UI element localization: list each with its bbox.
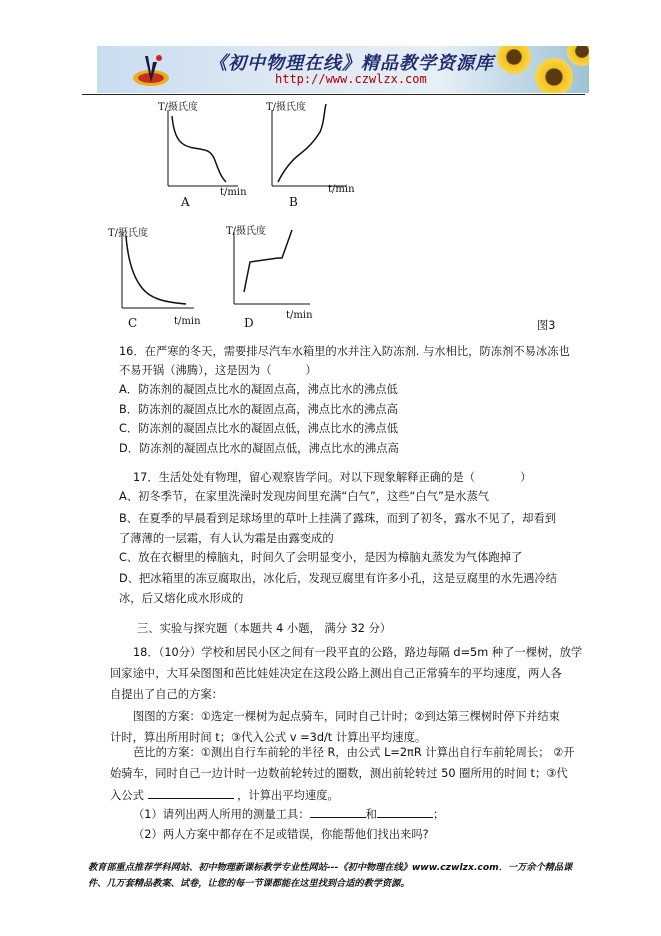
- section-heading: 三、实验与探究题（本题共 4 小题， 满分 32 分）: [137, 622, 392, 635]
- sunflower-icon: [567, 46, 589, 66]
- q18-formula-line: [110, 787, 339, 804]
- graph-letter-b: B: [289, 195, 298, 209]
- y-axis-label: T/摄氏度: [226, 226, 267, 237]
- y-axis-label: T/摄氏度: [158, 102, 199, 113]
- graph-letter-a: A: [181, 195, 190, 209]
- graph-b: [258, 98, 368, 198]
- graph-letter-d: D: [244, 316, 254, 330]
- q17-line: C、放在衣橱里的樟脑丸，时间久了会明显变小，是因为樟脑丸蒸发为气体跑掉了: [119, 551, 523, 564]
- q16-option-c: C．防冻剂的凝固点比水的凝固点低，沸点比水的沸点低: [119, 422, 399, 435]
- banner-title: 《初中物理在线》精品教学资源库: [209, 53, 494, 74]
- q17-line: B、在夏季的早晨看到足球场里的草叶上挂满了露珠，而到了初冬，露水不见了，却看到: [119, 512, 557, 525]
- q17-line: D、把冰箱里的冻豆腐取出，冰化后，发现豆腐里有许多小孔，这是豆腐里的水先遇冷结: [119, 572, 557, 585]
- q16-stem-line2: 不易开锅（沸腾），这是因为（ ）: [119, 364, 317, 377]
- q18-line: 图图的方案：①选定一棵树为起点骑车，同时自己计时；②到达第三棵树时停下并结束: [133, 710, 560, 723]
- y-axis-label: T/摄氏度: [266, 102, 307, 113]
- x-axis-label: t/min: [286, 310, 313, 321]
- formula-blank[interactable]: [148, 787, 234, 799]
- graph-letter-c: C: [128, 316, 138, 330]
- formula-prefix: 入公式: [110, 789, 144, 802]
- banner-url[interactable]: http://www.czwlzx.com: [275, 72, 427, 86]
- sunflower-icon: [535, 58, 573, 93]
- q18-line: 始骑车，同时自己一边计时一边数前轮转过的圈数，测出前轮转过 50 圈所用的时间 t；③代: [110, 767, 568, 780]
- site-logo-icon: [131, 52, 171, 88]
- footer-line2: 件、几万套精品教案、试卷，让您的每一节课都能在这里找到合适的教学资源。: [88, 878, 410, 889]
- formula-suffix: ，计算出平均速度。: [237, 789, 339, 802]
- y-axis-label: T/摄氏度: [108, 228, 149, 239]
- x-axis-label: t/min: [328, 184, 355, 195]
- q18-sub2: （2）两人方案中都存在不足或错误，你能帮他们找出来吗?: [133, 828, 429, 841]
- graph-c: [108, 222, 224, 327]
- tool-blank-1[interactable]: [310, 806, 366, 818]
- q16-option-d: D．防冻剂的凝固点比水的凝固点低，沸点比水的沸点高: [119, 442, 399, 455]
- q16-stem-line1: 16．在严寒的冬天，需要排尽汽车水箱里的水并注入防冻剂. 与水相比，防冻剂不易冰冻也: [119, 345, 570, 358]
- q17-stem: 17．生活处处有物理，留心观察皆学问。对以下现象解释正确的是（ ）: [133, 471, 532, 484]
- graph-a: [150, 98, 260, 198]
- q18-line: 芭比的方案：①测出自行车前轮的半径 R，由公式 L=2πR 计算出自行车前轮周长； ②开: [133, 746, 575, 759]
- x-axis-label: t/min: [220, 187, 247, 198]
- q18-line: 计时，算出所用时间 t；③代入公式 v =3d/t 计算出平均速度。: [110, 731, 427, 744]
- q16-option-a: A．防冻剂的凝固点比水的凝固点高，沸点比水的沸点低: [119, 383, 398, 396]
- q17-line: A、初冬季节，在家里洗澡时发现房间里充满“白气”，这些“白气”是水蒸气: [119, 490, 490, 503]
- footer-line1: 教育部重点推荐学科网站、初中物理新课标教学专业性网站---《初中物理在线》www.czwlzx.com．一万余个精品课: [88, 862, 573, 873]
- q18-line: 自提出了自己的方案：: [110, 688, 223, 701]
- figure-caption: 图3: [537, 319, 556, 332]
- q17-line: 冰，后又熔化成水形成的: [119, 592, 244, 605]
- x-axis-label: t/min: [174, 316, 201, 327]
- graph-d: [224, 218, 336, 322]
- q18-sub1: （1）请列出两人所用的测量工具： 和 ；: [133, 808, 445, 821]
- sunflower-icon: [497, 46, 531, 74]
- header-banner: [97, 46, 589, 93]
- q17-line: 了薄薄的一层霜，有人认为霜是由露变成的: [119, 532, 334, 545]
- banner-divider: [82, 94, 585, 95]
- q16-option-b: B．防冻剂的凝固点比水的凝固点高，沸点比水的沸点高: [119, 403, 398, 416]
- q18-line: 回家途中，大耳朵图图和芭比娃娃决定在这段公路上测出自己正常骑车的平均速度，两人各: [110, 667, 562, 680]
- tool-blank-2[interactable]: [377, 806, 433, 818]
- q18-line: 18．（10分）学校和居民小区之间有一段平直的公路，路边每隔 d=5m 种了一棵树，放学: [133, 646, 583, 659]
